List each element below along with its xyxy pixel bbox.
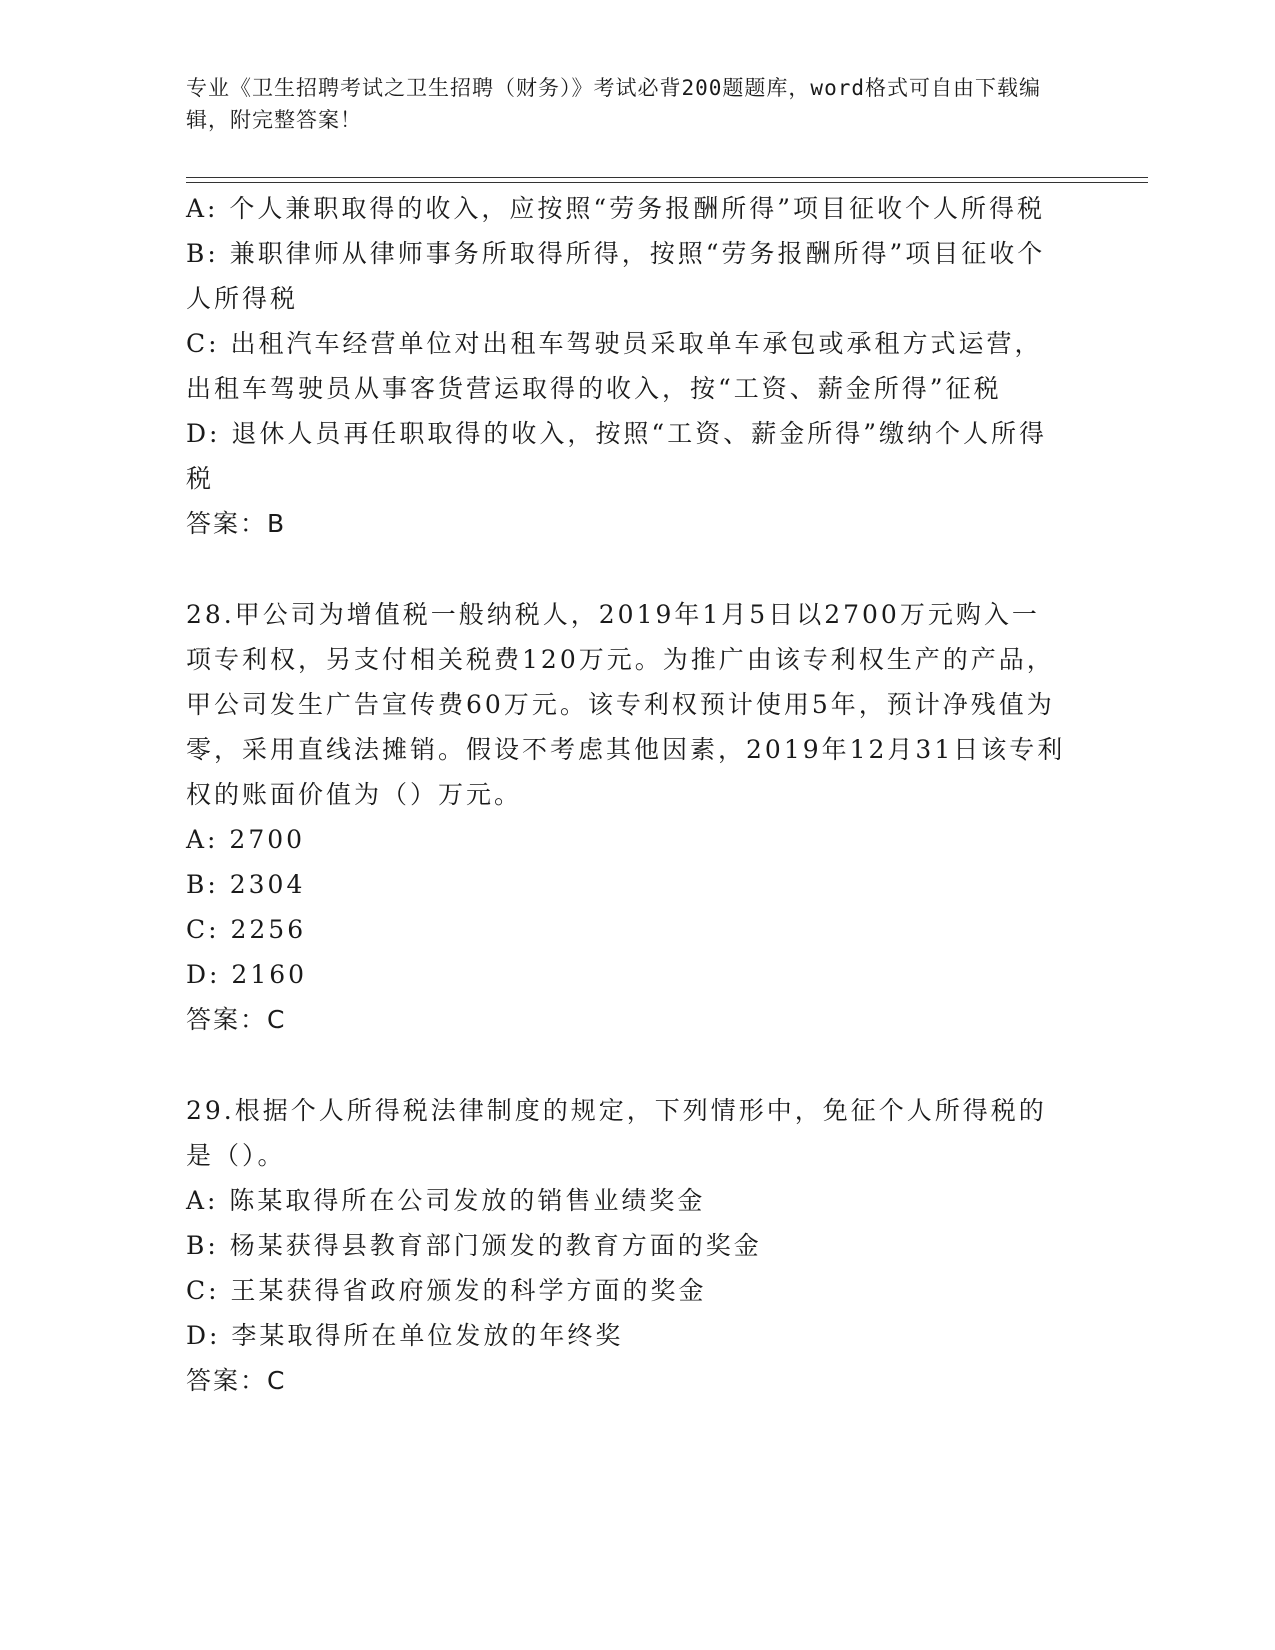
header-divider-bottom — [186, 182, 1148, 183]
question-28 — [186, 592, 1066, 1042]
option-b: B: 杨某获得县教育部门颁发的教育方面的奖金 — [186, 1231, 762, 1260]
question-content — [186, 186, 1066, 1403]
question-29 — [186, 1088, 1066, 1403]
option-a: A: 陈某取得所在公司发放的销售业绩奖金 — [186, 1186, 706, 1215]
option-d: D: 李某取得所在单位发放的年终奖 — [186, 1321, 624, 1350]
option-b: B: 兼职律师从律师事务所取得所得，按照“劳务报酬所得”项目征收个人所得税 — [186, 239, 1046, 313]
option-b: B: 2304 — [186, 870, 306, 899]
question-text: 29.根据个人所得税法律制度的规定，下列情形中，免征个人所得税的是（）。 — [186, 1096, 1047, 1170]
question-text: 28.甲公司为增值税一般纳税人，2019年1月5日以2700万元购入一项专利权，另支付相关税费120万元。为推广由该专利权生产的产品，甲公司发生广告宣传费60万元。该专利权预计使用5年，预计净残值为零，采用直线法摊销。假设不考虑其他因素，2019年12月31日该专利权的账面价值为（）万元。 — [186, 600, 1066, 809]
option-d: D: 退休人员再任职取得的收入，按照“工资、薪金所得”缴纳个人所得税 — [186, 419, 1047, 493]
option-a: A: 个人兼职取得的收入，应按照“劳务报酬所得”项目征收个人所得税 — [186, 194, 1045, 223]
option-c: C: 2256 — [186, 915, 307, 944]
question-27-tail — [186, 186, 1066, 546]
option-a: A: 2700 — [186, 825, 306, 854]
answer-line: 答案：C — [186, 1005, 287, 1034]
spacer — [186, 546, 1066, 592]
answer-line: 答案：B — [186, 509, 287, 538]
answer-line: 答案：C — [186, 1366, 287, 1395]
header-divider-top — [186, 177, 1148, 178]
option-c: C: 王某获得省政府颁发的科学方面的奖金 — [186, 1276, 707, 1305]
spacer — [186, 1042, 1066, 1088]
option-d: D: 2160 — [186, 960, 308, 989]
document-header: 专业《卫生招聘考试之卫生招聘（财务）》考试必背200题题库，word格式可自由下载编辑，附完整答案！ — [186, 76, 1041, 132]
option-c: C: 出租汽车经营单位对出租车驾驶员采取单车承包或承租方式运营，出租车驾驶员从事客货营运取得的收入，按“工资、薪金所得”征税 — [186, 329, 1043, 403]
